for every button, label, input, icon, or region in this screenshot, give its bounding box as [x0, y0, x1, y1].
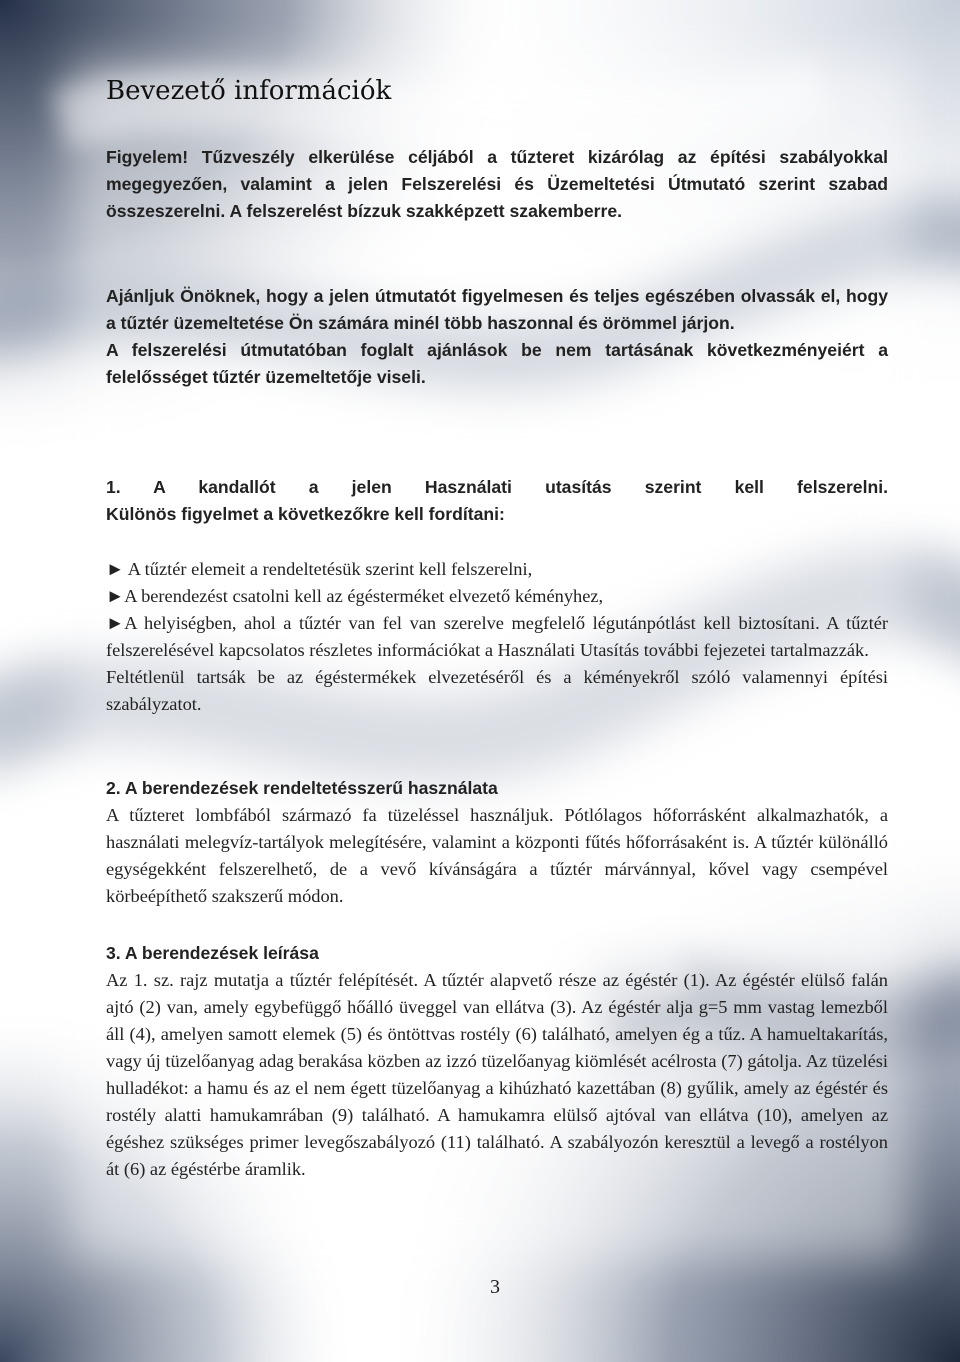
bullet-arrow-icon: ► — [106, 613, 125, 633]
list-item: ►A helyiségben, ahol a tűztér van fel van szerelve megfelelő légutánpótlást kell biztosítani. A tűztér felszerelésével kapcsolatos részletes információkat a Használati Utasítás további fejezetei tartalmazzák. — [106, 613, 888, 660]
section-1-closing: Feltétlenül tartsák be az égéstermékek elvezetéséről és a kéményekről szóló valamennyi építési szabályzatot. — [106, 667, 888, 714]
recommendation-p1: Ajánljuk Önöknek, hogy a jelen útmutatót figyelmesen és teljes egészében olvassák el, hogy a tűztér üzemeltetése Ön számára minél több haszonnal és örömmel járjon. — [106, 286, 888, 333]
warning-text: Figyelem! Tűzveszély elkerülése céljából a tűzteret kizárólag az építési szabályokkal megegyezően, valamint a jelen Felszerelési és Üzemeltetési Útmutató szerint szabad összeszerelni. A felszerelést bízzuk szakképzett szakemberre. — [106, 147, 888, 221]
bullet-arrow-icon: ► — [106, 586, 125, 606]
page-title: Bevezető információk — [106, 76, 392, 106]
section-2 — [106, 775, 888, 910]
recommendation-section — [106, 283, 888, 391]
warning-paragraph — [106, 144, 888, 225]
section-1-subheading: Különös figyelmet a következőkre kell fordítani: — [106, 504, 505, 524]
section-3 — [106, 940, 888, 1183]
list-item: ► A tűztér elemeit a rendeltetésük szerint kell felszerelni, — [106, 559, 533, 579]
recommendation-p2: A felszerelési útmutatóban foglalt ajánlások be nem tartásának következményeiért a felelősséget tűztér üzemeltetője viseli. — [106, 340, 888, 387]
list-item: ►A berendezést csatolni kell az égésterméket elvezető kéményhez, — [106, 586, 604, 606]
section-1 — [106, 474, 888, 528]
section-3-heading: 3. A berendezések leírása — [106, 943, 319, 963]
bullet-arrow-icon: ► — [106, 559, 125, 579]
section-2-text: A tűzteret lombfából származó fa tüzeléssel használjuk. Pótlólagos hőforrásként alkalmazhatók, a használati melegvíz-tartályok melegítésére, valamint a központi fűtés hőforrásaként is. A tűztér különálló egységekként felszerelhető, de a vevő kívánságára a tűztér márvánnyal, kővel vagy csempével körbeépíthető szakszerű módon. — [106, 805, 888, 906]
section-1-list — [106, 556, 888, 718]
section-3-text: Az 1. sz. rajz mutatja a tűztér felépítését. A tűztér alapvető része az égéstér (1). Az égéstér elülső falán ajtó (2) van, amely egybefüggő hőálló üveggel van ellátva (3). Az égéstér alja g=5 mm vastag lemezből áll (4), amelyen samott elemek (5) és öntöttvas rostély (6) található, amelyen ég a tűz. A hamueltakarítás, vagy új tüzelőanyag adag berakása közben az izzó tüzelőanyag kiömlését acélrosta (7) gátolja. Az tüzelési hulladékot: a hamu és az el nem égett tüzelőanyag a kihúzható kazettában (8) gyűlik, amely az égéstér és rostély alatti hamukamrában (9) található. A hamukamra elülső ajtóval van ellátva (10), amelyen az égéshez szükséges primer levegőszabályozó (11) található. A szabályozón keresztül a levegő a rostélyon át (6) az égéstérbe áramlik. — [106, 970, 888, 1179]
page-number: 3 — [490, 1276, 500, 1298]
section-1-heading: 1. A kandallót a jelen Használati utasítás szerint kell felszerelni. — [106, 477, 888, 497]
after-items-text: A tűztér felszerelésével kapcsolatos részletes információkat a Használati Utasítás további fejezetei tartalmazzák. — [106, 613, 888, 660]
section-2-heading: 2. A berendezések rendeltetésszerű használata — [106, 778, 498, 798]
